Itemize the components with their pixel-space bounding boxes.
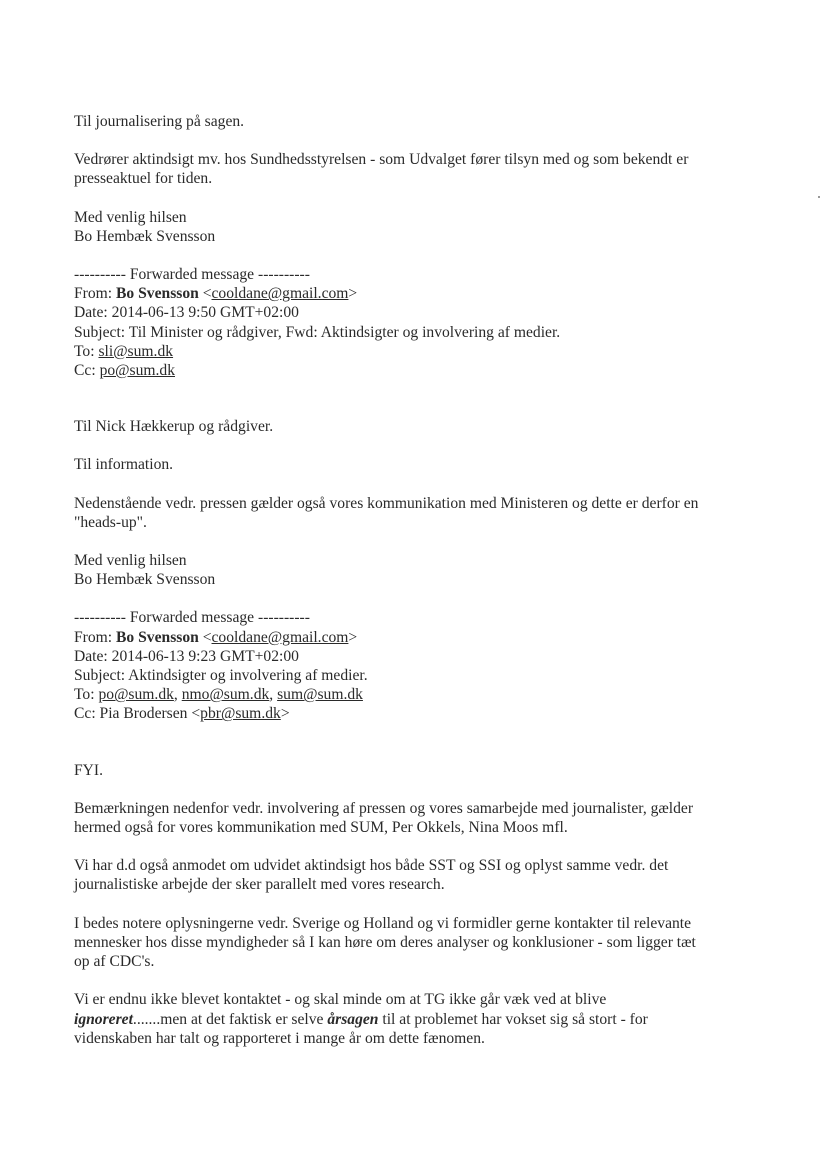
paragraph-text: til at problemet har vokset sig så stort - for — [378, 1010, 648, 1028]
paragraph-line: Vi har d.d også anmodet om udvidet aktindsigt hos både SST og SSI og oplyst samme vedr. det — [74, 857, 669, 875]
cc-label: Cc: Pia Brodersen — [74, 705, 192, 723]
paragraph-line: Vi er endnu ikke blevet kontaktet - og skal minde om at TG ikke går væk ved at blive — [74, 991, 607, 1009]
emphasis-ignoreret: ignoreret — [74, 1010, 133, 1028]
from-line: From: Bo Svensson <cooldane@gmail.com> — [74, 285, 358, 303]
cc-line — [74, 361, 764, 380]
email-document — [74, 112, 764, 1048]
intro-line: Til journalisering på sagen. — [74, 113, 245, 130]
forwarded-header-1 — [74, 265, 764, 380]
paragraph-line: hermed også for vores kommunikation med SUM, Per Okkels, Nina Moos mfl. — [74, 819, 568, 837]
date-line: Date: 2014-06-13 9:23 GMT+02:00 — [74, 647, 299, 665]
cc-line: Cc: Pia Brodersen <pbr@sum.dk> — [74, 705, 290, 723]
paragraph-line: mennesker hos disse myndigheder så I kan høre om deres analyser og konklusioner - som ligger tæt — [74, 933, 696, 951]
closing: Med venlig hilsen — [74, 208, 187, 226]
from-label: From: — [74, 628, 117, 646]
emphasis-aarsagen: årsagen — [327, 1010, 379, 1028]
forward-separator: ---------- Forwarded message ---------- — [74, 609, 310, 627]
paragraph-line: Bemærkningen nedenfor vedr. involvering af pressen og vores samarbejde med journalister, gælder — [74, 799, 694, 817]
intro-paragraph-line: Vedrører aktindsigt mv. hos Sundhedsstyrelsen - som Udvalget fører tilsyn med og som bekendt er — [74, 151, 689, 169]
from-label: From: — [74, 285, 117, 303]
intro-paragraph-line: presseaktuel for tiden. — [74, 170, 213, 188]
cc-label: Cc: — [74, 362, 100, 380]
info-line: Til information. — [74, 456, 174, 474]
paragraph-line — [74, 1010, 764, 1029]
to-label: To: — [74, 342, 99, 360]
sender-email-link[interactable]: cooldane@gmail.com — [211, 628, 349, 646]
cc-email-link[interactable]: pbr@sum.dk — [200, 705, 281, 723]
paragraph-line: I bedes notere oplysningerne vedr. Sverige og Holland og vi formidler gerne kontakter til relevante — [74, 914, 692, 932]
signature: Bo Hembæk Svensson — [74, 227, 216, 245]
to-line — [74, 342, 764, 361]
paragraph-line: journalistiske arbejde der sker parallelt med vores research. — [74, 876, 445, 894]
sender-name: Bo Svensson — [116, 628, 199, 646]
recipient-email-link[interactable]: sum@sum.dk — [277, 686, 363, 704]
closing: Med venlig hilsen — [74, 552, 187, 570]
scan-mark — [818, 196, 820, 198]
paragraph-line: "heads-up". — [74, 513, 147, 531]
greeting: Til Nick Hækkerup og rådgiver. — [74, 418, 274, 436]
cc-email-link[interactable]: po@sum.dk — [99, 362, 176, 380]
paragraph-text: .......men at det faktisk er selve — [132, 1010, 328, 1028]
from-line: From: Bo Svensson <cooldane@gmail.com> — [74, 628, 358, 646]
to-label: To: — [74, 686, 99, 704]
subject-line: Subject: Til Minister og rådgiver, Fwd: Aktindsigter og involvering af medier. — [74, 323, 561, 341]
sender-email-link[interactable]: cooldane@gmail.com — [211, 285, 349, 303]
to-line: To: po@sum.dk, nmo@sum.dk, sum@sum.dk — [74, 686, 363, 704]
forwarded-header-2 — [74, 608, 764, 723]
recipient-email-link[interactable]: sli@sum.dk — [98, 342, 174, 360]
subject-line: Subject: Aktindsigter og involvering af medier. — [74, 667, 368, 685]
forward-separator: ---------- Forwarded message ---------- — [74, 266, 310, 284]
recipient-email-link[interactable]: nmo@sum.dk — [181, 686, 270, 704]
paragraph-line: videnskaben har talt og rapporteret i mange år om dette fænomen. — [74, 1029, 485, 1047]
paragraph-line: Nedenstående vedr. pressen gælder også vores kommunikation med Ministeren og dette er derfor en — [74, 494, 699, 512]
recipient-email-link[interactable]: po@sum.dk — [98, 686, 174, 704]
fyi-line: FYI. — [74, 761, 104, 779]
signature: Bo Hembæk Svensson — [74, 571, 216, 589]
sender-name: Bo Svensson — [116, 285, 199, 303]
date-line: Date: 2014-06-13 9:50 GMT+02:00 — [74, 304, 299, 322]
paragraph-line: op af CDC's. — [74, 953, 155, 971]
